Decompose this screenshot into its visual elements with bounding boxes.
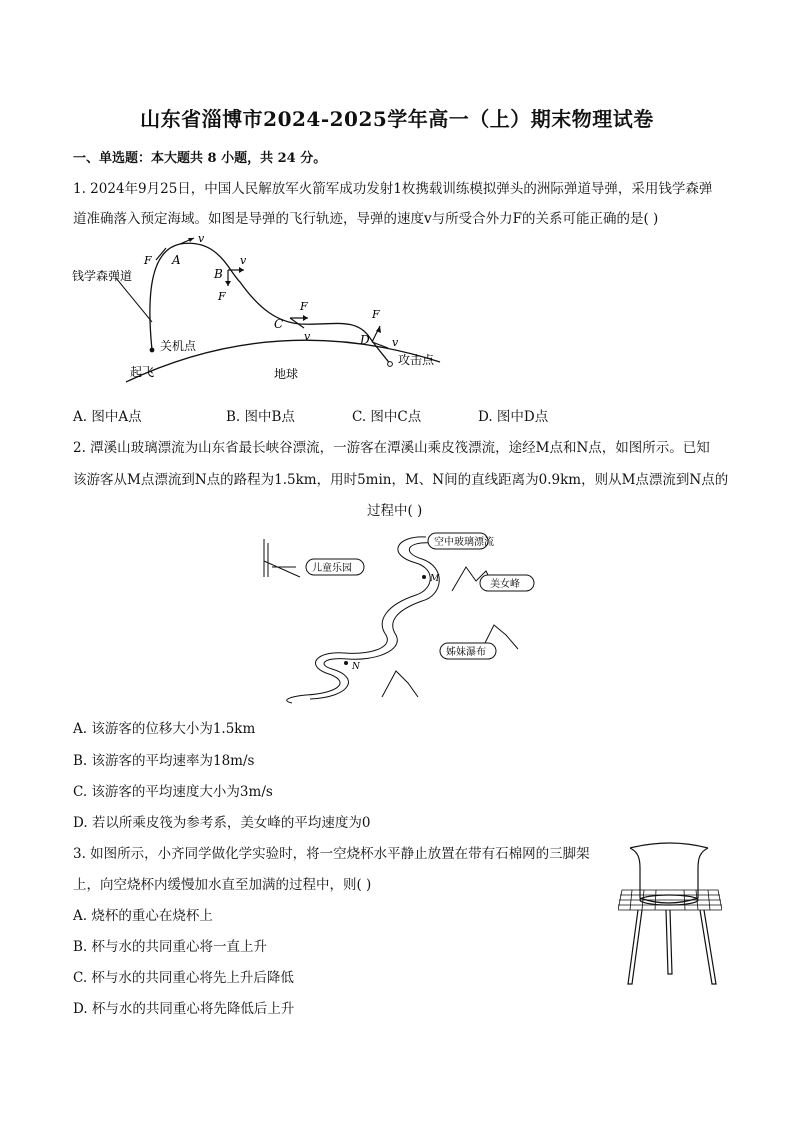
q1-option-c[interactable]: C. 图中C点 [352, 409, 422, 425]
q1-option-b[interactable]: B. 图中B点 [226, 409, 295, 425]
q1-stem-line-2: 道准确落入预定海域。如图是导弹的飞行轨迹，导弹的速度v与所受合外力F的关系可能正确的是( ) [73, 211, 659, 227]
attack-point [388, 362, 393, 367]
label-M: M [430, 574, 440, 584]
page-title: 山东省淄博市2024-2025学年高一（上）期末物理试卷 [140, 107, 654, 131]
label-v-b: v [240, 254, 247, 267]
q1-missile-trajectory-figure [68, 230, 448, 390]
q3-beaker-tripod-figure [618, 838, 722, 988]
q1-option-a[interactable]: A. 图中A点 [73, 409, 142, 425]
label-trajectory: 钱学森弹道 [72, 269, 133, 283]
label-C: C [274, 317, 284, 331]
q2-stem-line-1: 2. 潭溪山玻璃漂流为山东省最长峡谷漂流，一游客在潭溪山乘皮筏漂流，途经M点和N点，如图所示。已知 [73, 440, 710, 456]
q2-option-c[interactable]: C. 该游客的平均速度大小为3m/s [73, 784, 273, 800]
label-B: B [214, 267, 223, 281]
label-glass: 空中玻璃漂流 [434, 537, 494, 548]
q3-option-c[interactable]: C. 杯与水的共同重心将先上升后降低 [73, 970, 294, 986]
q2-option-a[interactable]: A. 该游客的位移大小为1.5km [73, 721, 256, 737]
q2-drifting-map-figure [256, 525, 536, 705]
label-D: D [360, 333, 370, 347]
section-heading: 一、单选题：本大题共 8 小题，共 24 分。 [73, 151, 327, 166]
label-v-c: v [304, 330, 311, 343]
label-F-c: F [300, 300, 308, 313]
q1-stem-line-1: 1. 2024年9月25日，中国人民解放军火箭军成功发射1枚携载训练模拟弹头的洲际弹道导弹，采用钱学森弹 [73, 181, 713, 197]
label-takeoff: 起飞 [130, 365, 155, 379]
label-cutoff: 关机点 [160, 339, 197, 353]
label-peak: 美女峰 [490, 579, 520, 590]
label-F-d: F [372, 308, 380, 321]
cutoff-point [150, 348, 155, 353]
q3-option-d[interactable]: D. 杯与水的共同重心将先降低后上升 [73, 1001, 295, 1017]
label-N: N [352, 662, 360, 672]
label-F-a: F [144, 254, 152, 267]
label-F-b: F [218, 290, 226, 303]
q3-option-b[interactable]: B. 杯与水的共同重心将一直上升 [73, 939, 268, 955]
q2-stem-line-3: 过程中( ) [367, 503, 423, 519]
label-earth: 地球 [274, 367, 299, 381]
beaker-rim [630, 843, 708, 848]
label-v-a: v [198, 232, 205, 245]
q3-option-a[interactable]: A. 烧杯的重心在烧杯上 [73, 908, 213, 924]
hill-icon [382, 671, 418, 697]
q2-option-d[interactable]: D. 若以所乘皮筏为参考系，美女峰的平均速度为0 [73, 815, 371, 831]
label-v-d: v [392, 336, 399, 349]
tripod-legs [628, 910, 716, 984]
q3-stem-line-2: 上，向空烧杯内缓慢加水直至加满的过程中，则( ) [73, 877, 372, 893]
q3-stem-line-1: 3. 如图所示，小齐同学做化学实验时，将一空烧杯水平静止放置在带有石棉网的三脚架 [73, 846, 590, 862]
label-kids: 儿童乐园 [312, 563, 352, 574]
asbestos-gauze [618, 890, 722, 910]
q2-stem-line-2: 该游客从M点漂流到N点的路程为1.5km，用时5min，M、N间的直线距离为0.9km，则从M点漂流到N点的 [73, 472, 729, 488]
point-M [422, 575, 426, 579]
label-falls: 姊妹瀑布 [446, 647, 486, 658]
label-A: A [172, 253, 181, 267]
label-attack: 攻击点 [398, 353, 435, 367]
trajectory-label-pointer [116, 278, 152, 322]
point-N [344, 661, 348, 665]
q1-option-d[interactable]: D. 图中D点 [478, 409, 549, 425]
q2-option-b[interactable]: B. 该游客的平均速率为18m/s [73, 753, 255, 769]
